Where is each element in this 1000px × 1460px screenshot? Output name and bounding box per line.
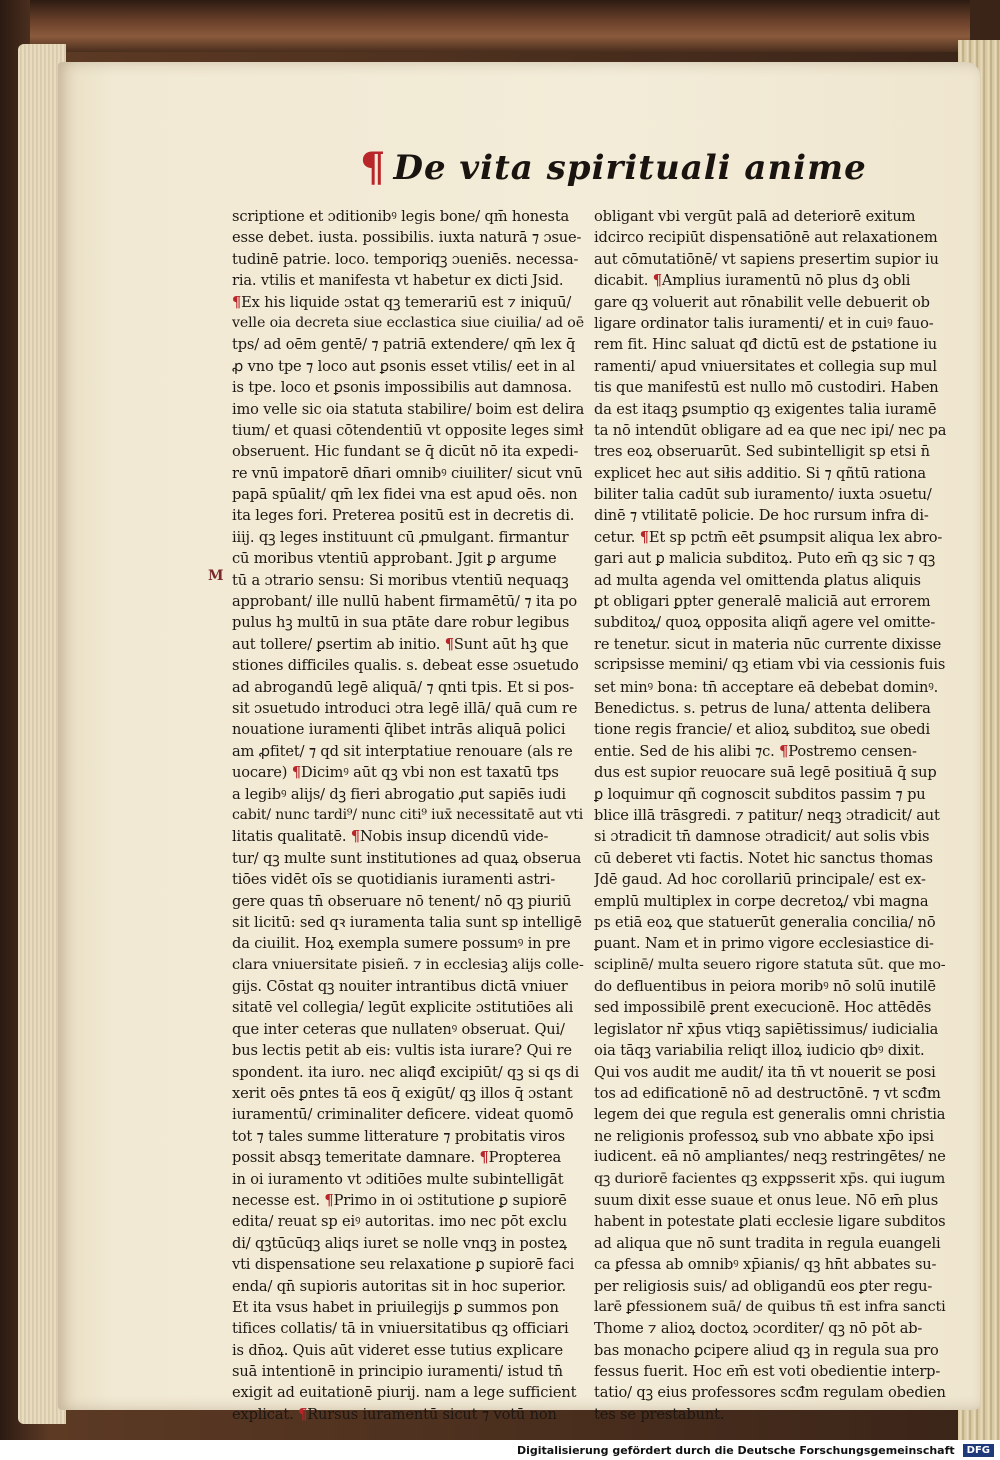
text-line: tiōes vidēt oīs se quotidianis iuramenti astri- — [232, 871, 556, 889]
text-line: spondent. ita iuro. nec aliqđ excipiūt/ qꝫ si qs di — [232, 1063, 580, 1081]
text-line: scripsisse memini/ qꝫ etiam vbi via cessionis fuis — [594, 657, 946, 674]
text-line: emplū multiplex in corpe decretoꝝ/ vbi magna — [594, 892, 929, 910]
text-line: ne religionis professoꝝ sub vno abbate xp̄o ipsi — [594, 1127, 934, 1145]
text-line: aut tollere/ ꝑsertim ab initio. ¶Sunt aūt hꝫ que — [232, 635, 569, 653]
text-line: tes se prestabunt. — [594, 1405, 725, 1423]
text-line: legem dei que regula est generalis omni christia — [594, 1106, 946, 1124]
text-line: exigit ad euitationē piurij. nam a lege sufficient — [232, 1384, 577, 1402]
text-line: larē ꝑfessionem suā/ de quibus tn̄ est infra sancti — [594, 1298, 946, 1315]
text-line: entie. Sed de his alibi ⁊c. ¶Postremo censen- — [594, 742, 917, 760]
text-line: nouatione iuramenti q̄libet intrās aliquā polici — [232, 721, 566, 739]
text-line: litatis qualitatē. ¶Nobis insup dicendū vide- — [232, 828, 549, 846]
text-line: ps etiā eoꝝ que statuerūt generalia concilia/ nō — [594, 913, 936, 931]
text-line: si ɔtradicit tn̄ damnose ɔtradicit/ aut solis vbis — [594, 828, 930, 846]
text-line: in oi iuramento vt ɔditiōes multe subintelligāt — [232, 1170, 564, 1188]
text-line: tium/ et quasi cōtendentiū vt opposite leges simł — [232, 421, 584, 439]
rubric-pilcrow: ¶ — [291, 764, 301, 782]
text-line: enda/ qn̄ supioris autoritas sit in hoc superior. — [232, 1277, 567, 1295]
text-line: approbant/ ille nullū habent firmamētū/ ⁊ ita po — [232, 593, 578, 611]
text-line: cabit/ nunc tardi⁹/ nunc citi⁹ iux̄ necessitatē aut vti — [232, 806, 584, 823]
text-line: ad abrogandū legē aliquā/ ⁊ qnti tpis. Et si pos- — [232, 678, 574, 696]
text-line: ta nō intendūt obligare ad ea que nec ipi/ nec pa — [594, 421, 946, 439]
text-line: da est itaqꝫ ꝑsumptio qꝫ exigentes talia iuramē — [594, 400, 937, 418]
text-line: Benedictus. s. petrus de luna/ attenta delibera — [594, 699, 931, 717]
running-head-title: De vita spirituali anime — [393, 148, 867, 188]
text-line: bas monacho ꝑcipere aliud qꝫ in regula sua pro — [594, 1341, 939, 1359]
text-line: habent in potestate ꝑlati ecclesie ligare subditos — [594, 1213, 946, 1231]
text-line: suā intentionē in principio iuramenti/ istud tn̄ — [232, 1363, 563, 1381]
text-line: di/ qꝫtūcūqꝫ aliqs iuret se nolle vnqꝫ in posteꝝ — [232, 1234, 568, 1252]
text-line: tps/ ad oēm gentē/ ⁊ patriā extendere/ qm̄ lex q̄ — [232, 336, 576, 354]
text-line: sed impossibilē ꝑrent execucionē. Hoc attēdēs — [594, 999, 932, 1017]
footer-credit: Digitalisierung gefördert durch die Deutsche Forschungsgemeinschaft — [516, 1443, 955, 1457]
text-line: possit absqꝫ temeritate damnare. ¶Propterea — [232, 1149, 562, 1167]
text-line: do defluentibus in peiora moribꝰ nō solū inutilē — [594, 978, 936, 996]
text-line: is dn̄oꝝ. Quis aūt videret esse tutius explicare — [232, 1341, 563, 1359]
text-line: suum dixit esse suaue et onus leue. Nō em̄ plus — [594, 1191, 939, 1209]
text-line: aut cōmutatiōnē/ vt sapiens presertim supior iu — [594, 250, 939, 268]
text-line: sit licitū: sed qꝛ iuramenta talia sunt sp intelligē — [232, 913, 582, 931]
text-line: set minꝰ bona: tn̄ acceptare eā debebat dominꝰ. — [594, 678, 939, 696]
text-line: blice illā trāsgredi. ⁊ patitur/ neqꝫ ɔtradicit/ aut — [594, 806, 940, 824]
text-line: Et ita vsus habet in priuilegijs ꝑ summos pon — [232, 1298, 559, 1316]
margin-mark: M — [208, 568, 224, 584]
text-line: Qui vos audit me audit/ ita tn̄ vt nouerit se posi — [594, 1063, 936, 1081]
text-line: cū moribus vtentiū approbant. Jgit ꝑ argume — [232, 550, 557, 568]
text-line: gare qꝫ voluerit aut rōnabilit velle debuerit ob — [594, 293, 930, 311]
text-line: ramenti/ apud vniuersitates et collegia sup mul — [594, 357, 937, 375]
text-line: tres eoꝝ obseruarūt. Sed subintelligit sp etsi n̄ — [594, 443, 930, 461]
text-line: cetur. ¶Et sp pctm̄ eēt ꝑsumpsit aliqua lex abro- — [594, 528, 943, 546]
binding-top — [30, 0, 970, 52]
text-line: ¶Ex his liquide ɔstat qꝫ temerariū est ⁊ iniquū/ — [232, 293, 572, 311]
rubric-pilcrow: ¶ — [639, 528, 649, 546]
text-line: dus est supior reuocare suā legē positiuā q̄ sup — [594, 764, 937, 782]
text-line: uocare) ¶Dicimꝰ aūt qꝫ vbi non est taxatū tps — [232, 764, 559, 782]
text-line: ita leges fori. Preterea positū est in decretis di. — [232, 507, 575, 525]
text-line: xerit oēs ꝑntes tā eos q̄ exigūt/ qꝫ illos q̄ ɔstant — [232, 1085, 573, 1103]
text-line: gere quas tn̄ obseruare nō tenent/ nō qꝫ piuriū — [232, 892, 572, 910]
text-line: ꝑt obligari ꝑpter generalē maliciā aut errorem — [594, 593, 931, 611]
text-line: iuramentū/ criminaliter deficere. videat quomō — [232, 1106, 574, 1124]
text-line: subditoꝝ/ quoꝝ opposita aliqñ agere vel omitte- — [594, 614, 936, 632]
text-line: cū deberet vti factis. Notet hic sanctus thomas — [594, 849, 933, 867]
text-line: tos ad edificationē nō ad destructōnē. ⁊ vt scđm — [594, 1085, 941, 1103]
text-line: da ciuilit. Hoꝝ exempla sumere possumꝰ in pre — [232, 935, 571, 953]
text-line: per religiosis suis/ ad obligandū eos ꝑter regu- — [594, 1277, 933, 1295]
text-line: tū a ɔtrario sensu: Si moribus vtentiū nequaqꝫ — [232, 571, 569, 589]
text-line: tur/ qꝫ multe sunt institutiones ad quaꝝ obserua — [232, 849, 582, 867]
text-line: obseruent. Hic fundant se q̄ dicūt nō ita expedi- — [232, 443, 579, 461]
running-head — [360, 142, 867, 194]
text-line: ꝓ vno tpe ⁊ loco aut ꝑsonis esset vtilis/ eet in al — [232, 357, 575, 375]
text-line: tione regis francie/ et alioꝝ subditoꝝ sue obedi — [594, 721, 930, 739]
text-line: sit ɔsuetudo introduci ɔtra legē illā/ quā cum re — [232, 699, 578, 717]
text-line: esse debet. iusta. possibilis. iuxta naturā ⁊ ɔsue- — [232, 229, 582, 247]
text-line: necesse est. ¶Primo in oi ɔstitutione ꝑ supiorē — [232, 1191, 567, 1209]
text-line: re tenetur. sicut in materia nūc currente dixisse — [594, 635, 942, 653]
text-line: qꝫ duriorē facientes qꝫ expꝑsserit xp̄s. qui iugum — [594, 1170, 946, 1187]
text-line: legislator nr̄ xp̄us vtiqꝫ sapiētissimus/ iudicialia — [594, 1020, 939, 1038]
text-line: ria. vtilis et manifesta vt habetur ex dicti Jsid. — [232, 272, 564, 290]
text-line: Jdē gaud. Ad hoc corollariū principale/ est ex- — [594, 871, 926, 889]
text-line: edita/ reuat sp eiꝰ autoritas. imo nec pōt exclu — [232, 1213, 568, 1231]
text-line: gari aut ꝑ malicia subditoꝝ. Puto em̄ qꝫ sic ⁊ qꝫ — [594, 550, 936, 568]
text-line: iudicent. eā nō ampliantes/ neqꝫ restringētes/ ne — [594, 1149, 946, 1166]
text-line: stiones difficiles qualis. s. debeat esse ɔsuetudo — [232, 657, 579, 675]
text-line: scriptione et ɔditionibꝰ legis bone/ qm̄ honesta — [232, 208, 570, 225]
rubric-pilcrow: ¶ — [232, 293, 242, 311]
text-line: obligant vbi vergūt palā ad deteriorē exitum — [594, 208, 916, 225]
text-line: biliter talia cadūt sub iuramento/ iuxta ɔsuetu/ — [594, 486, 932, 504]
text-line: ad multa agenda vel omittenda ꝑlatus aliquis — [594, 571, 921, 589]
rubric-pilcrow: ¶ — [444, 635, 454, 653]
text-line: dicabit. ¶Amplius iuramentū nō plus dꝫ obli — [594, 272, 911, 290]
text-line: que inter ceteras que nullatenꝰ obseruat. Qui/ — [232, 1020, 565, 1038]
text-line: idcirco recipiūt dispensatiōnē aut relaxationem — [594, 229, 938, 247]
text-line: fessus fuerit. Hoc em̄ est voti obedientie interp- — [594, 1363, 941, 1381]
rubric-pilcrow: ¶ — [779, 742, 789, 760]
text-line: tis que manifestū est nullo mō custodiri. Haben — [594, 379, 939, 397]
text-line: ligare ordinator talis iuramenti/ et in cuiꝰ fauo- — [594, 314, 934, 332]
text-line: am ꝓfitet/ ⁊ qd sit interptatiue renouare (als re — [232, 742, 573, 760]
rubric-pilcrow: ¶ — [298, 1405, 308, 1423]
text-line: ca ꝑfessa ab omnibꝰ xp̄ianis/ qꝫ hn̄t abbates su- — [594, 1256, 937, 1274]
text-line: papā spūalit/ qm̄ lex fidei vna est apud oēs. non — [232, 486, 578, 504]
text-line: rem fit. Hinc saluat qđ dictū est de ꝑstatione iu — [594, 336, 938, 354]
text-line: explicet hec aut siłis additio. Si ⁊ qñtū rationa — [594, 464, 926, 482]
rubric-pilcrow: ¶ — [652, 272, 662, 290]
text-line: tot ⁊ tales summe litterature ⁊ probitatis viros — [232, 1127, 565, 1145]
text-column-right — [594, 206, 946, 1425]
footer-bar — [0, 1440, 1000, 1460]
rubric-pilcrow: ¶ — [360, 144, 386, 191]
text-line: tatio/ qꝫ eius professores scđm regulam obedien — [594, 1384, 946, 1402]
text-line: Thome ⁊ alioꝝ doctoꝝ ɔcorditer/ qꝫ nō pōt ab- — [594, 1320, 923, 1338]
text-line: explicat. ¶Rursus iuramentū sicut ⁊ votū non — [232, 1405, 557, 1423]
text-line: sitatē vel collegia/ legūt explicite ɔstitutiōes ali — [232, 999, 574, 1017]
text-line: ꝑuant. Nam et in primo vigore ecclesiastice di- — [594, 935, 934, 953]
text-line: is tpe. loco et ꝑsonis impossibilis aut damnosa. — [232, 379, 572, 397]
text-column-left — [232, 206, 584, 1425]
text-line: clara vniuersitate pisieñ. ⁊ in ecclesiaꝫ alijs colle- — [232, 956, 584, 973]
text-line: tudinē patrie. loco. temporiqꝫ ɔueniēs. necessa- — [232, 250, 579, 268]
dfg-logo: DFG — [963, 1444, 994, 1457]
rubric-pilcrow: ¶ — [324, 1191, 334, 1209]
text-line: re vnū impatorē dn̄ari omnibꝰ ciuiliter/ sicut vnū — [232, 464, 583, 482]
text-line: vti dispensatione seu relaxatione ꝑ supiorē faci — [232, 1256, 575, 1274]
rubric-pilcrow: ¶ — [350, 828, 360, 846]
text-line: imo velle sic oia statuta stabilire/ boim est delira — [232, 400, 584, 418]
text-line: oia tāqꝫ variabilia reliqt illoꝝ iudicio qbꝰ dixit. — [594, 1042, 925, 1060]
text-line: ad aliqua que nō sunt tradita in regula euangeli — [594, 1234, 941, 1252]
text-line: pulus hꝫ multū in sua ptāte dare robur legibus — [232, 614, 570, 632]
text-line: gijs. Cōstat qꝫ nouiter intrantibus dictā vniuer — [232, 978, 568, 996]
text-line: sciplinē/ multa seuero rigore statuta sūt. que mo- — [594, 956, 946, 973]
text-line: a legibꝰ alijs/ dꝫ fieri abrogatio ꝓut sapiēs iudi — [232, 785, 566, 803]
text-line: bus lectis petit ab eis: vultis ista iurare? Qui re — [232, 1042, 572, 1060]
text-line: iiij. qꝫ leges instituunt cū ꝓmulgant. firmantur — [232, 528, 569, 546]
text-line: velle oia decreta siue ecclastica siue ciuilia/ ad oē — [232, 314, 584, 331]
text-line: dinē ⁊ vtilitatē policie. De hoc rursum infra di- — [594, 507, 929, 525]
rubric-pilcrow: ¶ — [479, 1149, 489, 1167]
text-line: tifices collatis/ tā in vniuersitatibus qꝫ officiari — [232, 1320, 569, 1338]
text-line: ꝑ loquimur qñ cognoscit subditos passim ⁊ pu — [594, 785, 926, 803]
